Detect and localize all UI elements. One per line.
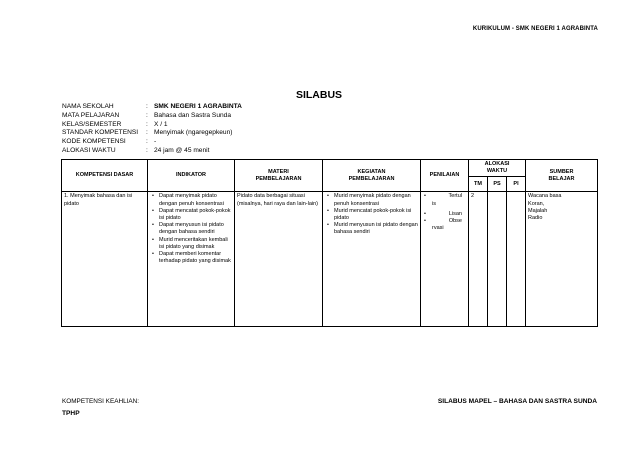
header-materi-line1: MATERI [268, 168, 289, 175]
header-indikator: INDIKATOR [148, 160, 235, 192]
cell-tm: 2 [469, 192, 488, 327]
penilaian-item [423, 193, 466, 207]
header-kegiatan-line1: KEGIATAN [357, 168, 386, 175]
info-label: KODE KOMPETENSI [62, 138, 126, 146]
curriculum-header: KURIKULUM - SMK NEGERI 1 AGRABINTA [472, 26, 598, 32]
info-row-code [62, 138, 242, 147]
header-tm: TM [469, 177, 488, 192]
footer-keahlian-value: TPHP [62, 410, 80, 417]
footer-mapel: SILABUS MAPEL – BAHASA DAN SASTRA SUNDA [437, 398, 597, 405]
penilaian-word: • Obse [448, 218, 462, 225]
info-value: Menyimak (ngaregepkeun) [154, 129, 233, 137]
list-item: • Murid menyimak pidato dengan penuh konsentrasi [334, 193, 418, 207]
info-separator: : [146, 103, 148, 110]
header-alokasi-line2: WAKTU [486, 168, 508, 175]
info-row-school [62, 103, 242, 112]
cell-materi: Pidato data berbagai situasi (misalnya, hari raya dan lain-lain) [235, 192, 323, 327]
info-value: SMK NEGERI 1 AGRABINTA [154, 103, 242, 110]
info-row-subject [62, 112, 242, 121]
info-separator: : [146, 120, 148, 128]
info-label: ALOKASI WAKTU [62, 146, 116, 154]
info-value: X / 1 [154, 120, 168, 128]
cell-pi [507, 192, 526, 327]
penilaian-item [423, 211, 466, 218]
table-row [62, 192, 598, 327]
list-item: • Dapat menyusun isi pidato dengan bahasa sendiri [159, 222, 232, 236]
info-row-standard [62, 129, 242, 138]
footer-keahlian-label: KOMPETENSI KEAHLIAN: [62, 398, 140, 405]
info-separator: : [146, 146, 148, 154]
header-materi [235, 160, 323, 192]
page-title: SILABUS [295, 89, 343, 101]
info-value: 24 jam @ 45 menit [154, 146, 210, 154]
info-separator: : [146, 138, 148, 146]
cell-kompetensi-dasar: 1. Menyimak bahasa dan isi pidato [62, 192, 148, 327]
header-ps: PS [488, 177, 507, 192]
list-item: • Murid menceritakan kembali isi pidato yang disimak [159, 237, 232, 251]
header-kegiatan [323, 160, 421, 192]
info-label: STANDAR KOMPETENSI [62, 129, 139, 137]
sumber-item: Radio [528, 215, 543, 222]
info-value: - [154, 138, 157, 146]
header-alokasi-line1: ALOKASI [484, 161, 510, 167]
cell-ps [488, 192, 507, 327]
list-item: • Dapat mencatat pokok-pokok isi pidato [159, 208, 232, 222]
sumber-item: Majalah [528, 207, 548, 214]
cell-indikator [148, 192, 235, 327]
header-penilaian: PENILAIAN [421, 160, 469, 192]
info-value: Bahasa dan Sastra Sunda [154, 111, 231, 119]
info-label: MATA PELAJARAN [62, 111, 120, 119]
header-materi-line2: PEMBELAJARAN [255, 175, 302, 182]
cell-kegiatan [323, 192, 421, 327]
list-item: • Dapat menyimak pidato dengan penuh konsentrasi [159, 193, 232, 207]
header-sumber-line1: SUMBER [549, 168, 574, 175]
penilaian-word: • Lisan [448, 210, 462, 217]
sumber-item: Koran, [528, 200, 545, 207]
info-separator: : [146, 111, 148, 119]
penilaian-word-cont: is [432, 200, 436, 207]
syllabus-table [61, 159, 598, 327]
header-sumber-belajar [526, 160, 598, 192]
list-item: • Murid mencatat pokok-pokok isi pidato [334, 208, 418, 222]
header-sumber-line2: BELAJAR [548, 175, 575, 182]
penilaian-item [423, 218, 466, 232]
list-item: • Murid menyusun isi pidato dengan bahasa sendiri [334, 222, 418, 236]
sumber-item: Wacana basa [528, 193, 562, 200]
info-block [62, 103, 242, 156]
table-header-row [62, 160, 598, 177]
header-kegiatan-line2: PEMBELAJARAN [348, 175, 395, 182]
header-kompetensi-dasar: KOMPETENSI DASAR [62, 160, 148, 192]
list-item: • Dapat memberi komentar terhadap pidato yang disimak [159, 251, 232, 265]
penilaian-word: • Tertul [448, 193, 462, 200]
info-label: KELAS/SEMESTER [62, 120, 122, 128]
info-row-time [62, 147, 242, 156]
penilaian-word-cont: rvasi [432, 225, 444, 232]
indikator-list [150, 193, 232, 265]
cell-sumber-belajar [526, 192, 598, 327]
info-row-class [62, 121, 242, 130]
kegiatan-list [325, 193, 418, 236]
cell-penilaian [421, 192, 469, 327]
header-alokasi-waktu [469, 160, 526, 177]
info-separator: : [146, 129, 148, 137]
info-label: NAMA SEKOLAH [62, 103, 114, 110]
header-pi: PI [507, 177, 526, 192]
